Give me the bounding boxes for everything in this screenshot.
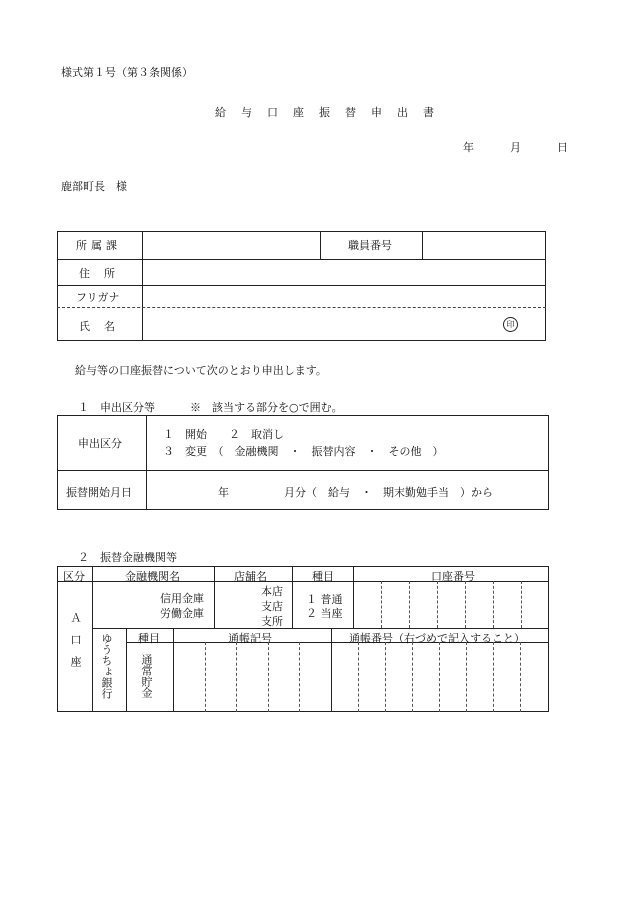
employee-no-label: 職員番号 bbox=[348, 239, 392, 252]
section1-divider bbox=[146, 415, 147, 510]
address-label: 住所 bbox=[79, 267, 129, 280]
section1-note: ※ 該当する部分を○で囲む。 bbox=[190, 401, 343, 414]
postal-bank-column-line bbox=[126, 628, 127, 712]
row-line bbox=[57, 259, 546, 260]
postal-type-value: 通常貯金 bbox=[140, 654, 153, 698]
branch-column-line bbox=[292, 566, 293, 628]
employee-no-divider-right bbox=[422, 231, 423, 259]
affiliation-field[interactable] bbox=[151, 236, 316, 254]
header-type: 種目 bbox=[312, 570, 334, 583]
addressee: 鹿部町長 様 bbox=[61, 180, 127, 193]
employee-no-divider-left bbox=[320, 231, 321, 259]
applicant-table-divider bbox=[142, 231, 143, 341]
institution-shinkin[interactable]: 信用金庫 bbox=[160, 592, 204, 605]
date-day-label: 日 bbox=[557, 141, 568, 154]
address-field[interactable] bbox=[151, 263, 541, 281]
institution-column-line bbox=[214, 566, 215, 628]
section2-heading: ２ 振替金融機関等 bbox=[78, 551, 177, 564]
page-title: 給与口座振替申出書 bbox=[215, 106, 449, 119]
section1-row-line bbox=[57, 470, 549, 471]
passbook-number-label: 通帳番号（右づめで記入すること） bbox=[349, 632, 525, 645]
branch-shisho[interactable]: 支所 bbox=[261, 615, 283, 628]
account-a-label: Ａ口座 bbox=[69, 612, 82, 678]
section1-heading: １ 申出区分等 bbox=[78, 401, 155, 414]
type-futsu[interactable]: １ 普通 bbox=[306, 593, 343, 606]
header-account: 口座番号 bbox=[431, 570, 475, 583]
header-institution: 金融機関名 bbox=[125, 570, 180, 583]
category-column-line bbox=[92, 566, 93, 712]
branch-shiten[interactable]: 支店 bbox=[261, 600, 283, 613]
form-number: 様式第１号（第３条関係） bbox=[61, 66, 193, 79]
account-number-field[interactable] bbox=[354, 582, 548, 627]
row-line bbox=[57, 285, 546, 286]
employee-no-field[interactable] bbox=[428, 236, 540, 254]
start-date-label: 振替開始月日 bbox=[66, 486, 132, 499]
affiliation-label: 所属課 bbox=[76, 239, 121, 252]
passbook-symbol-field[interactable] bbox=[174, 643, 330, 711]
postal-bank-label: ゆうちょ銀行 bbox=[100, 633, 113, 699]
furigana-dashed-line bbox=[57, 307, 546, 308]
institution-rokin[interactable]: 労働金庫 bbox=[160, 607, 204, 620]
furigana-label: フリガナ bbox=[76, 291, 120, 304]
date-month-label: 月 bbox=[510, 141, 521, 154]
furigana-field[interactable] bbox=[151, 288, 541, 304]
passbook-number-field[interactable] bbox=[332, 643, 548, 711]
category-label: 申出区分 bbox=[78, 437, 122, 450]
branch-honten[interactable]: 本店 bbox=[261, 585, 283, 598]
category-options-line2[interactable]: ３ 変更 （ 金融機関 ・ 振替内容 ・ その他 ） bbox=[163, 445, 444, 458]
header-branch: 店舗名 bbox=[234, 570, 267, 583]
header-category: 区分 bbox=[63, 570, 85, 583]
postal-top-line bbox=[92, 628, 549, 629]
seal-mark: 印 bbox=[503, 317, 518, 332]
category-options-line1[interactable]: １ 開始 ２ 取消し bbox=[163, 428, 284, 441]
type-toza[interactable]: ２ 当座 bbox=[306, 607, 343, 620]
name-label: 氏名 bbox=[79, 320, 129, 333]
statement-text: 給与等の口座振替について次のとおり申出します。 bbox=[75, 364, 327, 377]
date-year-label: 年 bbox=[463, 141, 474, 154]
postal-type-label: 種目 bbox=[138, 632, 160, 645]
start-date-text[interactable]: 年 月分（ 給与 ・ 期末勤勉手当 ）から bbox=[218, 486, 493, 499]
name-field[interactable] bbox=[151, 313, 491, 335]
passbook-symbol-label: 通帳記号 bbox=[228, 632, 272, 645]
